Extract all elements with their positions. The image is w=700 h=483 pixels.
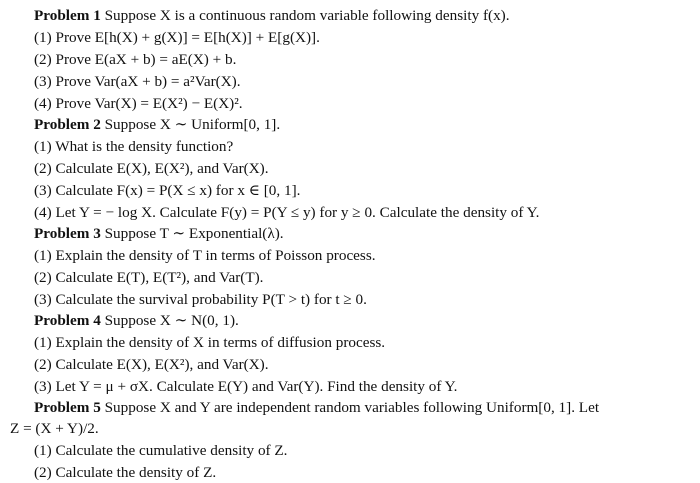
- problem-4-heading: [34, 311, 239, 331]
- problem-5-part-1: (1) Calculate the cumulative density of Z.: [34, 442, 288, 459]
- problem-1-statement: Suppose X is a continuous random variable following density f(x).: [104, 7, 510, 24]
- problem-1-part-4: (4) Prove Var(X) = E(X²) − E(X)².: [34, 95, 243, 112]
- problem-1-part-2: (2) Prove E(aX + b) = aE(X) + b.: [34, 51, 237, 68]
- problem-3-part-3: (3) Calculate the survival probability P(T > t) for t ≥ 0.: [34, 291, 367, 308]
- problem-5-heading: [34, 398, 599, 418]
- problem-4-part-2: (2) Calculate E(X), E(X²), and Var(X).: [34, 356, 269, 373]
- problem-5-part-2: (2) Calculate the density of Z.: [34, 464, 217, 481]
- problem-2-part-1: (1) What is the density function?: [34, 138, 234, 155]
- problem-3-statement: Suppose T ∼ Exponential(λ).: [104, 225, 284, 242]
- problem-3-title: Problem 3: [34, 225, 101, 242]
- problem-2-part-2: (2) Calculate E(X), E(X²), and Var(X).: [34, 160, 269, 177]
- problem-2-part-3: (3) Calculate F(x) = P(X ≤ x) for x ∈ [0, 1].: [34, 182, 301, 199]
- problem-2-title: Problem 2: [34, 116, 101, 133]
- problem-4-part-3: (3) Let Y = μ + σX. Calculate E(Y) and Var(Y). Find the density of Y.: [34, 378, 458, 395]
- problem-5-title: Problem 5: [34, 399, 101, 416]
- problem-1-part-3: (3) Prove Var(aX + b) = a²Var(X).: [34, 73, 241, 90]
- problem-2-statement: Suppose X ∼ Uniform[0, 1].: [104, 116, 281, 133]
- problem-2-part-4: (4) Let Y = − log X. Calculate F(y) = P(Y ≤ y) for y ≥ 0. Calculate the density of Y.: [34, 204, 540, 221]
- problem-3-part-2: (2) Calculate E(T), E(T²), and Var(T).: [34, 269, 264, 286]
- problem-5-statement: Suppose X and Y are independent random variables following Uniform[0, 1]. Let: [104, 399, 600, 416]
- problem-4-title: Problem 4: [34, 312, 101, 329]
- problem-1-part-1: (1) Prove E[h(X) + g(X)] = E[h(X)] + E[g(X)].: [34, 29, 320, 46]
- problem-5-statement-continued: Z = (X + Y)/2.: [10, 420, 99, 437]
- problem-2-heading: [34, 115, 280, 135]
- problem-3-part-1: (1) Explain the density of T in terms of Poisson process.: [34, 247, 376, 264]
- problem-3-heading: [34, 224, 284, 244]
- problem-4-statement: Suppose X ∼ N(0, 1).: [104, 312, 239, 329]
- problem-1-heading: [34, 6, 510, 26]
- problem-4-part-1: (1) Explain the density of X in terms of diffusion process.: [34, 334, 386, 351]
- problem-1-title: Problem 1: [34, 7, 101, 24]
